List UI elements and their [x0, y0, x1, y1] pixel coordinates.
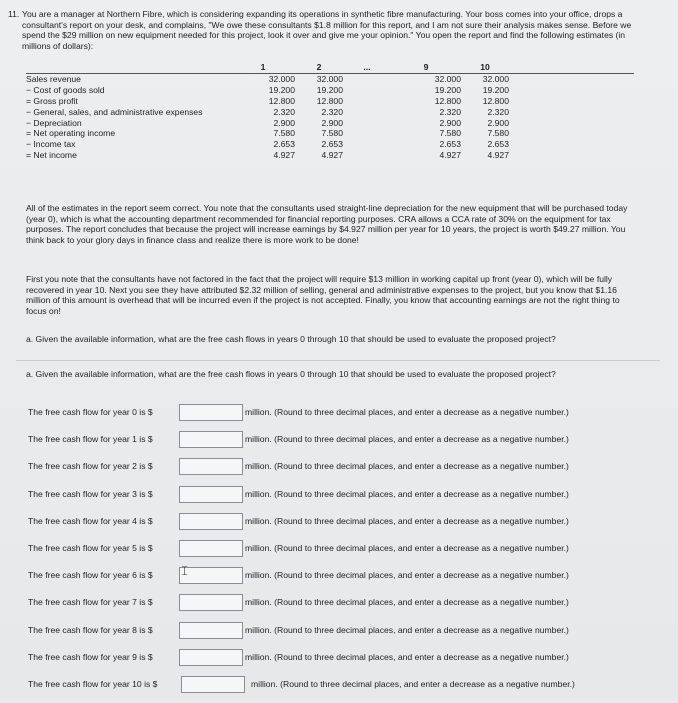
- paragraph-adjustments: First you note that the consultants have not factored in the fact that the project will require $13 million in working capital up front (year 0), which will be fully recovered in year 10. Next you see they have attributed $2.32 million of selling, general and administrative expenses to the project, but you know that $1.16 million of this amount is overhead that will be incurred even if the project is not accepted. Finally, you know that accounting earnings are not the right thing to focus on!: [26, 274, 620, 316]
- fcf-year-8-input[interactable]: [179, 622, 243, 639]
- fcf-year-10-input[interactable]: [181, 676, 245, 693]
- col-header-9: 9: [423, 62, 429, 72]
- row-label: − Cost of goods sold: [26, 84, 105, 95]
- col-header-1: 1: [260, 62, 266, 72]
- answer-row-year-5: [28, 540, 668, 567]
- answer-label: The free cash flow for year 7 is $: [28, 597, 153, 608]
- fcf-year-5-input[interactable]: [179, 540, 243, 557]
- answer-label: The free cash flow for year 0 is $: [28, 407, 153, 417]
- answer-label: The free cash flow for year 4 is $: [28, 515, 153, 526]
- answer-row-year-8: [28, 622, 668, 649]
- cell: 4.927: [439, 150, 461, 161]
- answer-label: The free cash flow for year 5 is $: [28, 542, 153, 553]
- cell: 12.800: [434, 95, 461, 106]
- cell: 2.320: [487, 106, 509, 117]
- cell: [343, 107, 391, 118]
- answer-hint: million. (Round to three decimal places, and enter a decrease as a negative number.): [245, 461, 569, 472]
- cell: [343, 128, 391, 139]
- cell: 32.000: [231, 73, 295, 84]
- answer-hint: million. (Round to three decimal places, and enter a decrease as a negative number.): [245, 624, 569, 635]
- cell: 2.900: [273, 117, 295, 128]
- row-label: − Income tax: [26, 139, 76, 150]
- row-label: − Depreciation: [26, 117, 82, 128]
- answer-row-year-6: [28, 563, 668, 594]
- answer-hint: million. (Round to three decimal places, and enter a decrease as a negative number.): [245, 488, 569, 499]
- cell: 19.200: [268, 84, 295, 95]
- cell: 2.900: [487, 117, 509, 128]
- cell: 32.000: [391, 73, 461, 84]
- cell: [343, 85, 391, 96]
- table-header-row: [26, 62, 634, 73]
- table-row: [26, 96, 634, 107]
- divider: [16, 360, 660, 361]
- answer-row-year-7: [28, 594, 668, 621]
- cell: 2.653: [487, 139, 509, 150]
- cell: [343, 150, 391, 161]
- cell: 2.653: [273, 139, 295, 150]
- cell: 7.580: [321, 128, 343, 139]
- answer-hint: million. (Round to three decimal places, and enter a decrease as a negative number.): [245, 542, 569, 553]
- answer-hint: million. (Round to three decimal places, and enter a decrease as a negative number.): [245, 515, 569, 526]
- cell: 7.580: [487, 128, 509, 139]
- answer-hint: million. (Round to three decimal places, and enter a decrease as a negative number.): [245, 597, 569, 608]
- cell: 32.000: [461, 73, 509, 84]
- fcf-year-4-input[interactable]: [179, 513, 243, 530]
- cell: 2.320: [439, 106, 461, 117]
- col-header-2: 2: [316, 62, 322, 72]
- cell: [343, 73, 391, 84]
- cell: 7.580: [273, 128, 295, 139]
- cell: 7.580: [439, 128, 461, 139]
- part-a-question: a. Given the available information, what are the free cash flows in years 0 through 10 that should be used to evaluate the proposed project?: [26, 334, 556, 344]
- cell: [343, 139, 391, 150]
- cell: 2.320: [273, 106, 295, 117]
- fcf-year-0-input[interactable]: [179, 404, 243, 421]
- cell: 19.200: [434, 84, 461, 95]
- fcf-year-9-input[interactable]: [179, 649, 243, 666]
- answer-row-year-9: [28, 649, 668, 676]
- row-label: = Net operating income: [26, 128, 116, 139]
- cell: 2.653: [321, 139, 343, 150]
- answer-row-year-10: [28, 676, 668, 703]
- part-a-question-repeat: a. Given the available information, what are the free cash flows in years 0 through 10 that should be used to evaluate the proposed project?: [26, 369, 556, 379]
- fcf-year-7-input[interactable]: [179, 594, 243, 611]
- cell: [343, 96, 391, 107]
- cell: 2.900: [321, 117, 343, 128]
- answer-hint: million. (Round to three decimal places, and enter a decrease as a negative number.): [245, 407, 569, 417]
- cell: 2.320: [321, 106, 343, 117]
- question-number: 11.: [8, 9, 20, 19]
- table-row: [26, 139, 634, 150]
- answer-hint: million. (Round to three decimal places, and enter a decrease as a negative number.): [251, 678, 575, 689]
- answer-row-year-1: [28, 431, 668, 458]
- table-row: [26, 73, 634, 84]
- cell: 2.900: [439, 117, 461, 128]
- answer-row-year-0: [28, 404, 668, 431]
- fcf-year-3-input[interactable]: [179, 486, 243, 503]
- answer-label: The free cash flow for year 8 is $: [28, 624, 153, 635]
- cell: 4.927: [487, 150, 509, 161]
- col-header-ellipsis: ...: [363, 62, 371, 72]
- fcf-year-2-input[interactable]: [179, 458, 243, 475]
- row-label: Sales revenue: [26, 73, 231, 84]
- answer-label: The free cash flow for year 3 is $: [28, 488, 153, 499]
- answer-rows: [28, 404, 668, 703]
- table-row: [26, 85, 634, 96]
- row-label: = Gross profit: [26, 95, 78, 106]
- cell: 12.800: [482, 95, 509, 106]
- cell: 2.653: [439, 139, 461, 150]
- answer-label: The free cash flow for year 2 is $: [28, 461, 153, 472]
- estimates-table: [26, 62, 634, 161]
- col-header-10: 10: [480, 62, 490, 72]
- answer-hint: million. (Round to three decimal places, and enter a decrease as a negative number.): [245, 434, 569, 445]
- answer-hint: million. (Round to three decimal places, and enter a decrease as a negative number.): [245, 651, 569, 662]
- cell: 32.000: [295, 73, 343, 84]
- cell: [343, 118, 391, 129]
- answer-label: The free cash flow for year 6 is $: [28, 570, 153, 581]
- paragraph-consultant-report: All of the estimates in the report seem correct. You note that the consultants used straight-line depreciation for the new equipment that will be purchased today (year 0), which is what the accounting department recommended for financial reporting purposes. CRA allows a CCA rate of 30% on the equipment for tax purposes. The report concludes that because the project will increase earnings by $4.927 million per year for 10 years, the project is worth $49.27 million. You think back to your glory days in finance class and realize there is more work to be done!: [26, 203, 628, 245]
- table-row: [26, 128, 634, 139]
- row-label: − General, sales, and administrative expenses: [26, 106, 203, 117]
- answer-row-year-3: [28, 486, 668, 513]
- cell: 12.800: [268, 95, 295, 106]
- cell: 4.927: [321, 150, 343, 161]
- cell: 19.200: [482, 84, 509, 95]
- text-cursor-icon: 𝙸: [180, 563, 190, 579]
- table-row: [26, 107, 634, 118]
- fcf-year-1-input[interactable]: [179, 431, 243, 448]
- answer-label: The free cash flow for year 1 is $: [28, 434, 153, 445]
- answer-row-year-2: [28, 458, 668, 485]
- cell: 19.200: [316, 84, 343, 95]
- table-row: [26, 150, 634, 161]
- row-label: = Net income: [26, 150, 77, 161]
- answer-row-year-4: [28, 513, 668, 540]
- cell: 12.800: [316, 95, 343, 106]
- answer-label: The free cash flow for year 10 is $: [28, 678, 158, 689]
- answer-label: The free cash flow for year 9 is $: [28, 651, 153, 662]
- cell: 4.927: [273, 150, 295, 161]
- answer-hint: million. (Round to three decimal places, and enter a decrease as a negative number.): [245, 570, 569, 581]
- question-intro: You are a manager at Northern Fibre, which is considering expanding its operations in synthetic fibre manufacturing. Your boss comes into your office, drops a consultant's report on your desk, and complains, "We owe these consultants $1.8 million for this report, and I am not sure their analysis makes sense. Before we spend the $29 million on new equipment needed for this project, look it over and give me your opinion." You open the report and find the following estimates (in millions of dollars):: [22, 9, 632, 51]
- table-row: [26, 118, 634, 129]
